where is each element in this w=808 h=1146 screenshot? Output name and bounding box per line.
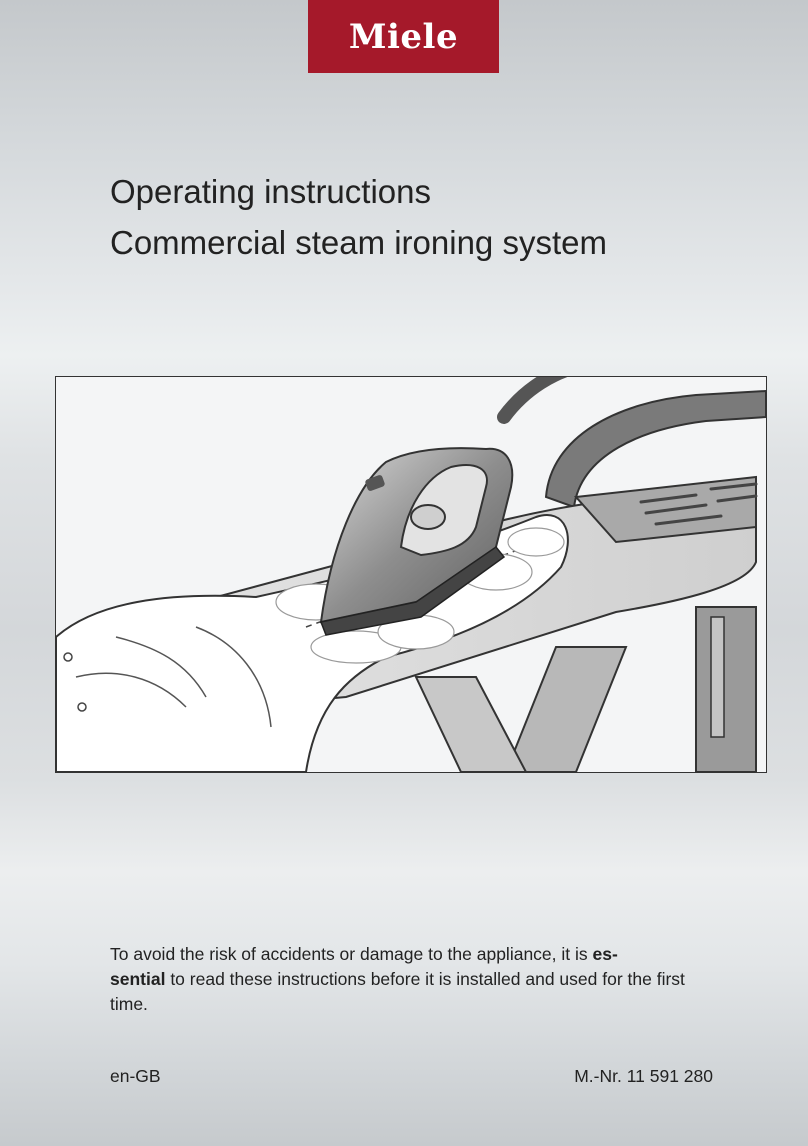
- miele-logo: Miele: [308, 0, 499, 73]
- iron-illustration: [55, 376, 767, 773]
- page-title: [110, 166, 607, 268]
- title-line-1: Operating instructions: [110, 173, 431, 210]
- iron-on-board-drawing: [56, 377, 766, 772]
- warning-text-before: To avoid the risk of accidents or damage to the appliance, it is: [110, 944, 593, 964]
- warning-emphasis: es- sential: [110, 944, 618, 989]
- language-code: en-GB: [110, 1066, 161, 1086]
- safety-warning: [110, 942, 690, 1017]
- warning-text-after: to read these instructions before it is installed and used for the first time.: [110, 969, 685, 1014]
- material-number: M.-Nr. 11 591 280: [574, 1066, 713, 1086]
- title-line-2: Commercial steam ironing system: [110, 224, 607, 261]
